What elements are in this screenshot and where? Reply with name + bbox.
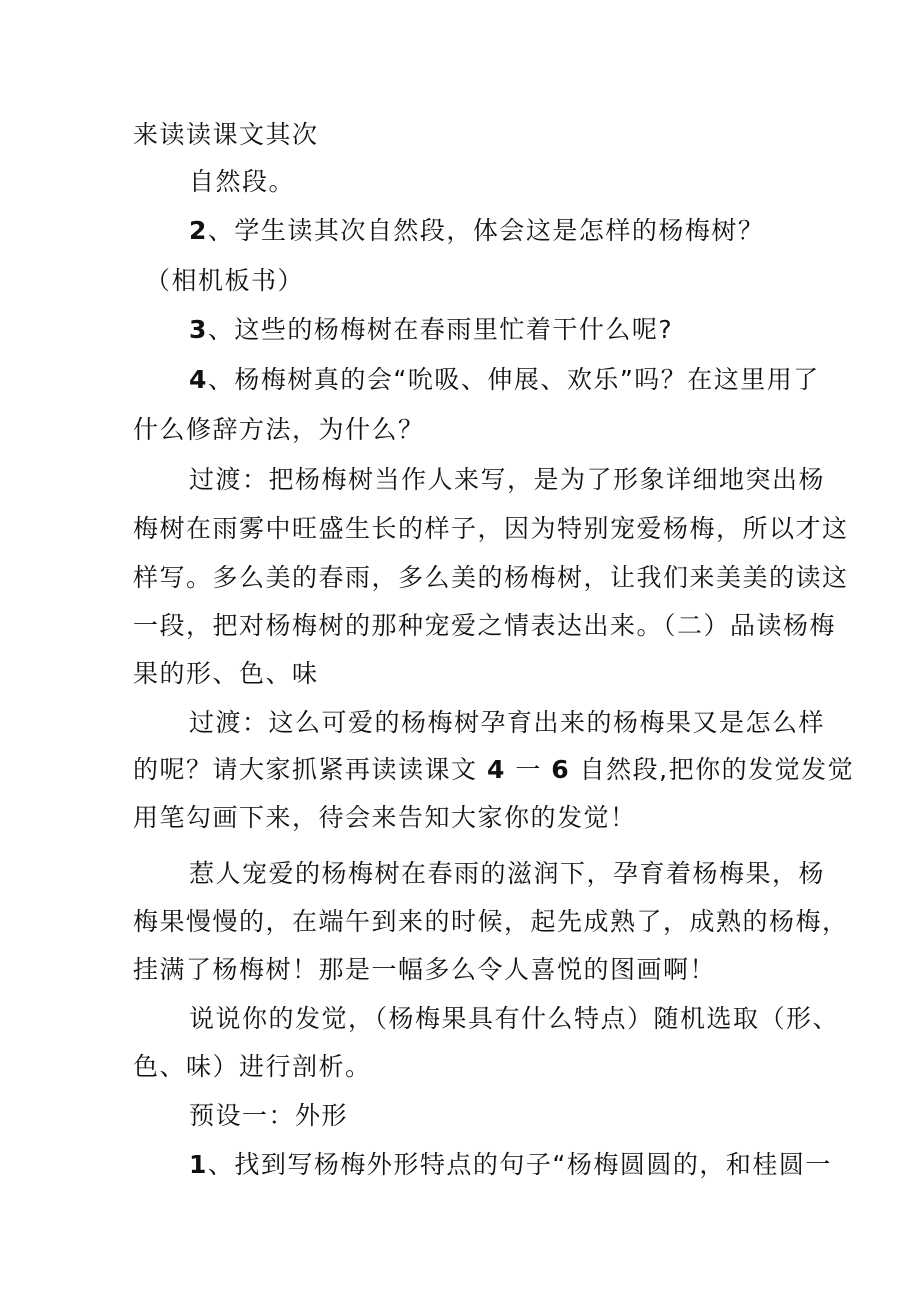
text-line-22 bbox=[189, 1150, 832, 1180]
item-number: 3 bbox=[189, 315, 208, 344]
text-line-8 bbox=[189, 465, 825, 495]
text-line-11 bbox=[133, 611, 836, 641]
item-number: 4 bbox=[189, 365, 208, 394]
line-text: 样写。多么美的春雨，多么美的杨梅树，让我们来美美的读这 bbox=[133, 563, 849, 592]
text-line-9 bbox=[133, 514, 849, 544]
paragraph-number-start: 4 bbox=[486, 755, 506, 784]
text-line-18 bbox=[133, 955, 716, 985]
line-text: 一段，把对杨梅树的那种宠爱之情表达出来。（二）品读杨梅 bbox=[133, 611, 837, 640]
text-line-10 bbox=[133, 563, 849, 593]
text-line-14 bbox=[133, 755, 854, 785]
line-text: 过渡：把杨梅树当作人来写，是为了形象详细地突出杨 bbox=[189, 465, 826, 494]
line-text: 、杨梅树真的会“吮吸、伸展、欢乐”吗？在这里用了 bbox=[207, 365, 820, 394]
text-line-4 bbox=[145, 266, 304, 296]
text-line-17 bbox=[133, 907, 849, 937]
line-text: 什么修辞方法，为什么？ bbox=[133, 415, 425, 444]
line-text: 、这些的杨梅树在春雨里忙着干什么呢? bbox=[207, 315, 674, 344]
line-text: 来读读课文其次 bbox=[133, 120, 319, 149]
text-line-20 bbox=[133, 1052, 372, 1082]
text-line-6 bbox=[189, 365, 820, 395]
line-text: 过渡：这么可爱的杨梅树孕育出来的杨梅果又是怎么样 bbox=[189, 708, 826, 737]
text-line-16 bbox=[189, 859, 825, 889]
text-line-15 bbox=[133, 803, 637, 833]
line-text: 梅树在雨雾中旺盛生长的样子，因为特别宠爱杨梅，所以才这 bbox=[133, 514, 849, 543]
text-line-2 bbox=[189, 167, 295, 197]
line-text: 梅果慢慢的，在端午到来的时候，起先成熟了，成熟的杨梅， bbox=[133, 907, 849, 936]
line-text: 惹人宠爱的杨梅树在春雨的滋润下，孕育着杨梅果，杨 bbox=[189, 859, 826, 888]
range-dash: 一 bbox=[515, 755, 542, 784]
paragraph-number-end: 6 bbox=[551, 755, 571, 784]
line-text: 果的形、色、味 bbox=[133, 659, 319, 688]
line-text: 自然段。 bbox=[189, 167, 296, 196]
line-text: 挂满了杨梅树！那是一幅多么令人喜悦的图画啊！ bbox=[133, 955, 717, 984]
line-text: 色、味）进行剖析。 bbox=[133, 1052, 372, 1081]
text-line-1 bbox=[133, 120, 319, 150]
text-line-21 bbox=[189, 1101, 348, 1131]
item-number: 1 bbox=[189, 1150, 208, 1179]
text-line-19 bbox=[189, 1004, 839, 1034]
line-text: 自然段,把你的发觉发觉 bbox=[579, 755, 855, 784]
line-text: 用笔勾画下来，待会来告知大家你的发觉！ bbox=[133, 803, 637, 832]
item-number: 2 bbox=[189, 216, 208, 245]
line-text: （相机板书） bbox=[145, 266, 305, 295]
line-text: 、学生读其次自然段，体会这是怎样的杨梅树？ bbox=[207, 216, 765, 245]
text-line-5 bbox=[189, 315, 673, 345]
text-line-13 bbox=[189, 708, 825, 738]
text-line-12 bbox=[133, 659, 319, 689]
line-text: 、找到写杨梅外形特点的句子“杨梅圆圆的，和桂圆一 bbox=[207, 1150, 832, 1179]
line-text: 的呢？请大家抓紧再读读课文 bbox=[133, 755, 478, 784]
text-line-3 bbox=[189, 216, 764, 246]
text-line-7 bbox=[133, 415, 425, 445]
line-text: 说说你的发觉，（杨梅果具有什么特点）随机选取（形、 bbox=[189, 1004, 840, 1033]
line-text: 预设一：外形 bbox=[189, 1101, 349, 1130]
